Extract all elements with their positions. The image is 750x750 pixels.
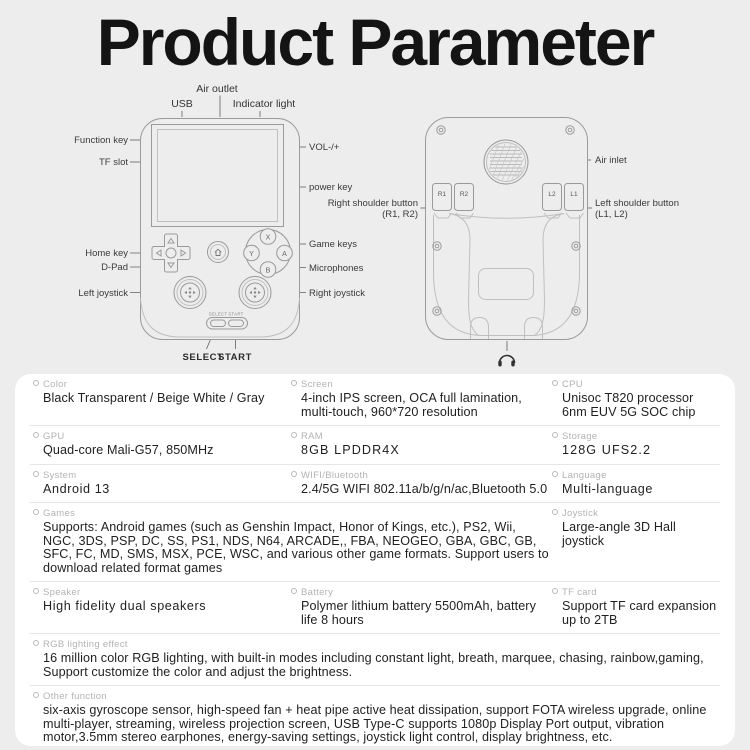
- spec-label: Joystick: [562, 508, 599, 519]
- right-joystick-icon: [239, 277, 271, 309]
- bullet-icon: [552, 471, 558, 477]
- spec-label: Games: [43, 508, 76, 519]
- spec-label: TF card: [562, 587, 597, 598]
- spec-label: System: [43, 469, 77, 481]
- spec-value: Android 13: [43, 481, 110, 496]
- r1-label: R1: [437, 191, 447, 198]
- button-y-label: Y: [249, 250, 254, 258]
- r2-label: R2: [459, 191, 469, 198]
- bullet-icon: [33, 380, 39, 386]
- spec-label: Storage: [562, 431, 598, 442]
- spec-label: Color: [43, 379, 68, 390]
- spec-label: RAM: [301, 431, 324, 442]
- spec-row-2: [30, 425, 720, 464]
- spec-value: Support TF card expansion up to 2TB: [562, 599, 717, 627]
- home-button-icon: [208, 242, 229, 263]
- spec-cpu: [549, 380, 720, 419]
- spec-screen: [288, 380, 549, 419]
- spec-value: six-axis gyroscope sensor, high-speed fan + heat pipe active heat dissipation, support FOTA wireless upgrade, online multi-player, streaming, wireless projection screen, USB Type-C supports 1080p Display Port output, vibration motor,3.5mm stereo earphones, energy-saving settings, joystick light control, display brightness, etc.: [43, 703, 707, 744]
- spec-value: 8GB LPDDR4X: [301, 443, 400, 457]
- bullet-icon: [33, 509, 39, 515]
- button-x-label: X: [265, 234, 271, 242]
- spec-label: RGB lighting effect: [43, 639, 128, 650]
- headphone-icon: [498, 356, 514, 367]
- bullet-icon: [552, 380, 558, 386]
- front-device-diagram: [141, 119, 300, 340]
- tf-slot-label: TF slot: [98, 157, 128, 168]
- bullet-icon: [33, 692, 39, 698]
- right-shoulder-label-1: Right shoulder button: [327, 198, 418, 209]
- left-joystick-label: Left joystick: [78, 288, 128, 299]
- spec-row-1: [30, 374, 720, 425]
- spec-label: Battery: [301, 587, 334, 598]
- select-label: SELECT: [182, 352, 224, 363]
- spec-wifi-bluetooth: [288, 471, 549, 497]
- button-a-label: A: [282, 250, 287, 258]
- spec-row-7: [30, 685, 720, 746]
- start-small-label: START: [228, 311, 244, 317]
- air-outlet-label: Air outlet: [196, 83, 238, 95]
- spec-row-4: [30, 502, 720, 581]
- spec-value: Large-angle 3D Hall joystick: [562, 520, 676, 548]
- bullet-icon: [552, 509, 558, 515]
- d-pad-label: D-Pad: [101, 262, 128, 273]
- bullet-icon: [33, 588, 39, 594]
- spec-card: [15, 374, 735, 746]
- spec-color: [30, 380, 288, 419]
- spec-label: WIFI/Bluetooth: [301, 469, 369, 481]
- spec-ram: [288, 432, 549, 458]
- spec-value: Unisoc T820 processor 6nm EUV 5G SOC chip: [562, 391, 696, 419]
- bullet-icon: [552, 588, 558, 594]
- spec-value: 2.4/5G WIFI 802.11a/b/g/n/ac,Bluetooth 5.0: [301, 481, 548, 496]
- spec-value: High fidelity dual speakers: [43, 599, 207, 613]
- power-key-label: power key: [309, 182, 353, 193]
- spec-label: Speaker: [43, 587, 81, 598]
- bullet-icon: [33, 471, 39, 477]
- spec-gpu: [30, 432, 288, 458]
- spec-value: Polymer lithium battery 5500mAh, battery life 8 hours: [301, 599, 536, 627]
- spec-row-3: [30, 464, 720, 503]
- spec-label: GPU: [43, 431, 65, 442]
- spec-games: [30, 509, 549, 575]
- microphones-label: Microphones: [309, 263, 364, 274]
- start-label: START: [218, 352, 252, 363]
- button-b-label: B: [265, 267, 271, 275]
- bullet-icon: [291, 588, 297, 594]
- bullet-icon: [291, 471, 297, 477]
- bullet-icon: [291, 380, 297, 386]
- spec-value: 4-inch IPS screen, OCA full lamination, multi-touch, 960*720 resolution: [301, 391, 522, 419]
- spec-value: Supports: Android games (such as Genshin Impact, Honor of Kings, etc.), PS2, Wii, NGC, 3DS, PSP, DC, SS, PS1, NDS, N64, ARCADE,, FBA, NEOGEO, GBA, GBC, GB, SFC, FC, MD, SMS, MSX, PCE, WSC, and various other game formats. Support users to download related format games: [43, 520, 549, 575]
- game-keys-label: Game keys: [309, 239, 358, 250]
- home-key-label: Home key: [85, 248, 128, 259]
- page-title: Product Parameter: [96, 5, 654, 79]
- spec-label: Screen: [301, 379, 333, 390]
- spec-label: Other function: [43, 691, 107, 702]
- bullet-icon: [33, 432, 39, 438]
- spec-tf-card: [549, 588, 720, 627]
- spec-row-5: [30, 581, 720, 633]
- vol-label: VOL-/+: [309, 142, 340, 153]
- spec-rgb-lighting: [30, 640, 720, 679]
- indicator-light-label: Indicator light: [232, 98, 296, 110]
- left-shoulder-label-1: Left shoulder button: [595, 198, 679, 209]
- bullet-icon: [33, 640, 39, 646]
- spec-value: 16 million color RGB lighting, with built-in modes including constant light, breath, marquee, chasing, rainbow,gaming, Support customize the color and adjust the brightness.: [43, 651, 704, 679]
- spec-label: CPU: [562, 379, 583, 390]
- spec-value: Multi-language: [562, 481, 654, 496]
- spec-value: 128G UFS2.2: [562, 443, 652, 457]
- left-shoulder-label-2: (L1, L2): [595, 209, 628, 220]
- right-joystick-label: Right joystick: [309, 288, 365, 299]
- spec-row-6: [30, 633, 720, 685]
- function-key-label: Function key: [74, 135, 128, 146]
- spec-speaker: [30, 588, 288, 627]
- spec-storage: [549, 432, 720, 458]
- spec-joystick: [549, 509, 720, 575]
- device-diagrams: [0, 78, 750, 372]
- back-device-diagram: [421, 118, 593, 367]
- left-joystick-icon: [174, 277, 206, 309]
- spec-value: Black Transparent / Beige White / Gray: [43, 391, 265, 405]
- usb-label: USB: [171, 98, 193, 110]
- spec-value: Quad-core Mali-G57, 850MHz: [43, 443, 214, 457]
- spec-other-function: [30, 692, 720, 745]
- right-shoulder-label-2: (R1, R2): [382, 209, 418, 220]
- spec-system: [30, 471, 288, 497]
- select-small-label: SELECT: [208, 311, 228, 317]
- l2-label: L2: [548, 191, 556, 198]
- front-shell: [141, 119, 300, 340]
- bullet-icon: [552, 432, 558, 438]
- spec-battery: [288, 588, 549, 627]
- spec-label: Language: [562, 469, 607, 481]
- air-inlet-label: Air inlet: [595, 155, 627, 166]
- l1-label: L1: [570, 191, 578, 198]
- bullet-icon: [291, 432, 297, 438]
- spec-language: [549, 471, 720, 497]
